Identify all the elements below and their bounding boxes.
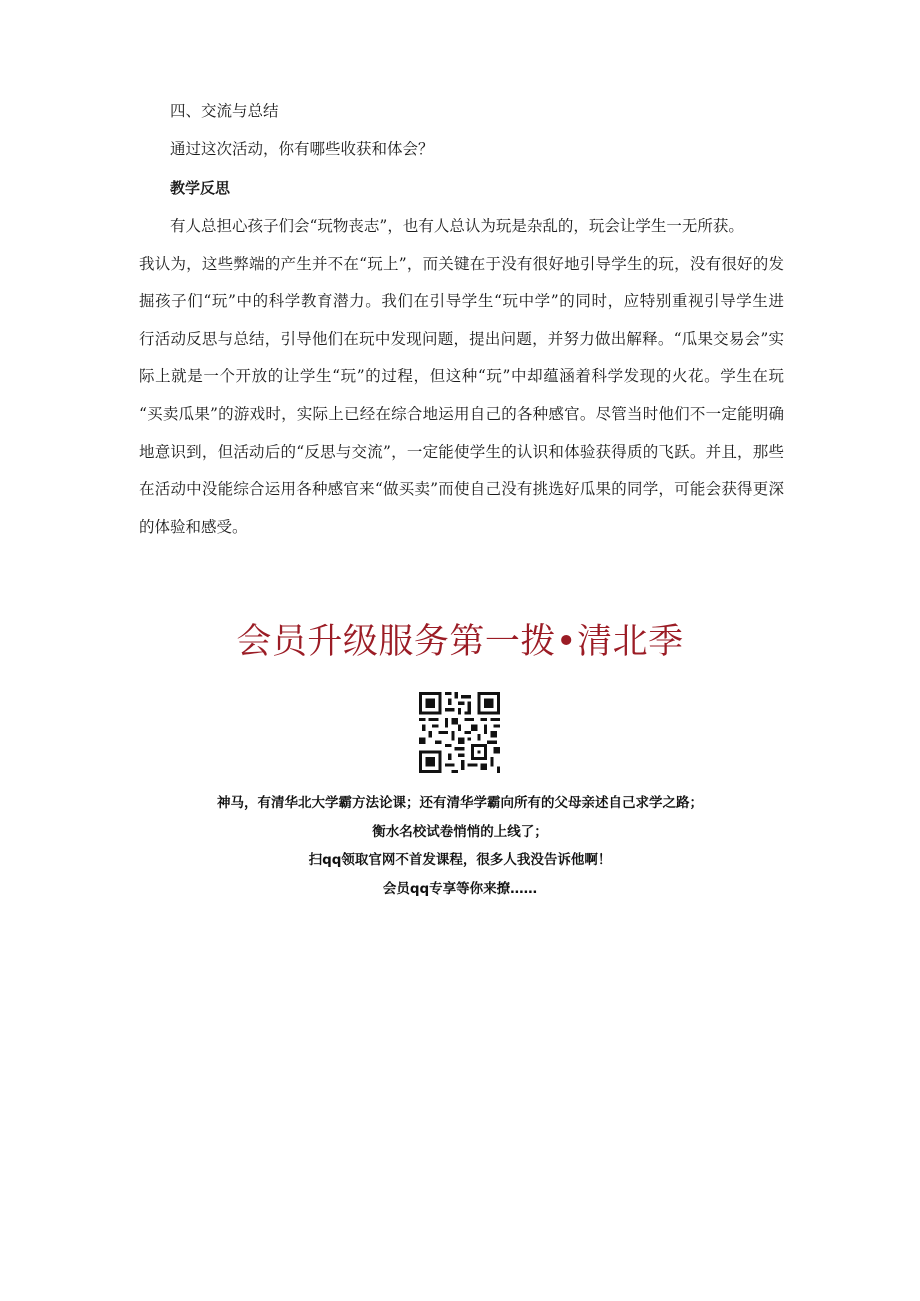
promo-title: 会员升级服务第一拨•清北季 <box>236 622 684 662</box>
paragraph-line: 掘孩子们“玩”中的科学教育潜力。我们在引导学生“玩中学”的同时，应特别重视引导学生进 <box>139 292 784 311</box>
paragraph-line: 在活动中没能综合运用各种感官来“做买卖”而使自己没有挑选好瓜果的同学，可能会获得更深 <box>139 480 784 499</box>
paragraph-line: 我认为，这些弊端的产生并不在“玩上”，而关键在于没有很好地引导学生的玩，没有很好的发 <box>139 254 784 273</box>
promo-line: 衡水名校试卷悄悄的上线了； <box>372 823 548 840</box>
paragraph-line: “买卖瓜果”的游戏时，实际上已经在综合地运用自己的各种感官。尽管当时他们不一定能明确 <box>139 404 784 423</box>
section-heading: 四、交流与总结 <box>170 102 279 120</box>
paragraph-line: 行活动反思与总结，引导他们在玩中发现问题，提出问题，并努力做出解释。“瓜果交易会”实 <box>139 329 784 348</box>
paragraph-line: 地意识到，但活动后的“反思与交流”，一定能使学生的认识和体验获得质的飞跃。并且，那些 <box>139 442 784 461</box>
discussion-question: 通过这次活动，你有哪些收获和体会？ <box>170 140 434 158</box>
paragraph-line: 的体验和感受。 <box>139 517 248 536</box>
promo-line: 扫qq领取官网不首发课程，很多人我没告诉他啊！ <box>308 852 612 868</box>
paragraph-line: 有人总担心孩子们会“玩物丧志”，也有人总认为玩是杂乱的，玩会让学生一无所获。 <box>170 217 744 235</box>
promo-line: 神马，有清华北大学霸方法论课；还有清华学霸向所有的父母亲述自己求学之路； <box>217 795 703 811</box>
promo-text-block <box>0 794 920 908</box>
reflection-paragraph <box>139 216 784 554</box>
promo-line: 会员qq专享等你来撩…… <box>382 880 538 897</box>
paragraph-line: 际上就是一个开放的让学生“玩”的过程，但这种“玩”中却蕴涵着科学发现的火花。学生在玩 <box>139 367 784 386</box>
qr-code-icon[interactable] <box>419 692 500 773</box>
reflection-title: 教学反思 <box>170 179 231 197</box>
